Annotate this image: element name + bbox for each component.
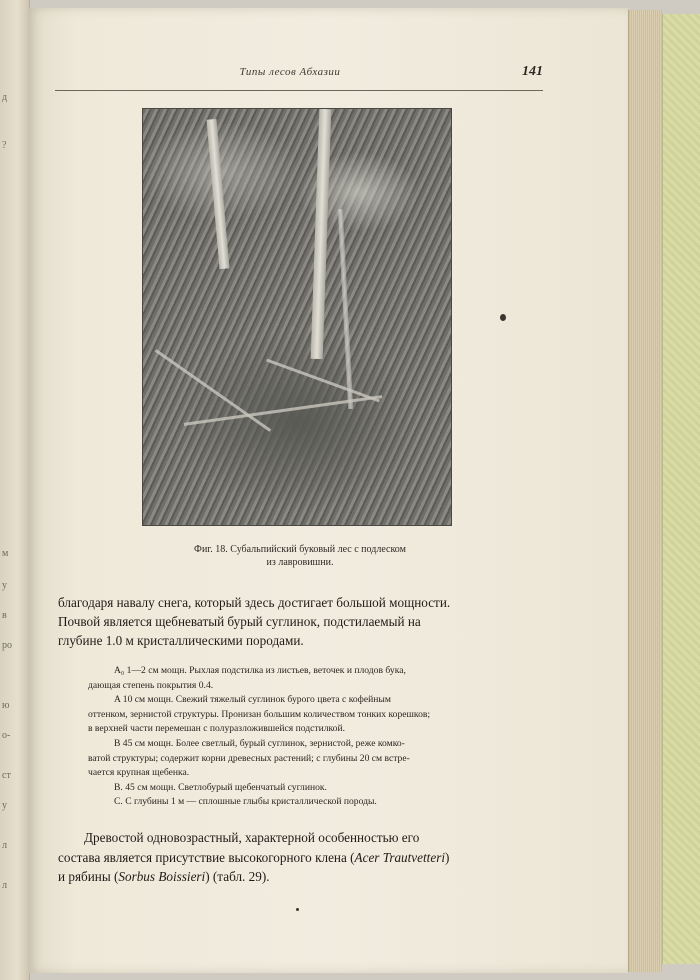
species-name: Sorbus Boissieri bbox=[118, 869, 206, 884]
paper-speck bbox=[296, 908, 299, 911]
left-page-fragment: ю bbox=[2, 700, 10, 711]
text-fragment: состава является присутствие высокогорного клена ( bbox=[58, 849, 355, 865]
text-line: Древостой одновозрастный, характерной особенностью его bbox=[84, 830, 420, 845]
profile-line: C. С глубины 1 м — сплошные глыбы кристаллической породы. bbox=[114, 796, 377, 808]
text-line: благодаря навалу снега, который здесь достигает большой мощности. bbox=[58, 595, 451, 610]
caption-line: из лавровишни. bbox=[266, 557, 334, 568]
page-number: 141 bbox=[522, 64, 543, 79]
profile-line: в верхней части перемешан с полуразложившейся подстилкой. bbox=[88, 723, 345, 735]
left-page-fragment: л bbox=[2, 880, 7, 891]
paragraph-soil bbox=[58, 593, 544, 650]
text-fragment: ) bbox=[445, 849, 450, 865]
text-fragment: ) (табл. 29). bbox=[205, 869, 270, 884]
text-line bbox=[58, 848, 544, 868]
profile-line: ватой структуры; содержит корни древесных растений; с глубины 20 см встре- bbox=[88, 752, 410, 764]
figure-caption bbox=[140, 543, 460, 569]
left-page-fragment: ст bbox=[2, 770, 11, 781]
soil-profile-description bbox=[88, 664, 544, 810]
left-page-fragment: у bbox=[2, 580, 7, 591]
left-page-fragment: л bbox=[2, 840, 7, 851]
book-cover bbox=[662, 14, 700, 964]
species-name: Acer Trautvetteri bbox=[354, 849, 445, 865]
tree-trunk bbox=[206, 119, 229, 269]
left-page-fragment: о- bbox=[2, 730, 11, 741]
previous-page-edge bbox=[0, 0, 30, 980]
profile-line: дающая степень покрытия 0.4. bbox=[88, 679, 214, 691]
profile-line: B 45 см мощн. Более светлый, бурый суглинок, зернистой, реже комко- bbox=[114, 737, 405, 749]
profile-line: A 10 см мощн. Свежий тяжелый суглинок бурого цвета с кофейным bbox=[114, 694, 391, 706]
profile-line: B. 45 см мощн. Светлобурый щебенчатый суглинок. bbox=[114, 781, 327, 793]
left-page-fragment: д bbox=[2, 92, 8, 103]
fallen-branch bbox=[266, 359, 380, 403]
page-block-edge bbox=[628, 10, 662, 972]
left-page-fragment: у bbox=[2, 800, 7, 811]
tree-trunk bbox=[311, 109, 332, 359]
left-page-fragment: в bbox=[2, 610, 7, 621]
left-page-fragment: ? bbox=[2, 140, 7, 151]
running-head: Типы лесов Абхазии bbox=[239, 66, 341, 78]
text-line: Почвой является щебневатый бурый суглинок, подстилаемый на bbox=[58, 614, 421, 629]
left-page-fragment: ро bbox=[2, 640, 12, 651]
profile-line: оттенком, зернистой структуры. Пронизан большим количеством тонких корешков; bbox=[88, 708, 431, 720]
text-line bbox=[58, 867, 544, 887]
text-line: глубине 1.0 м кристаллическими породами. bbox=[58, 633, 304, 648]
forest-photograph bbox=[142, 108, 452, 526]
caption-line: Фиг. 18. Субальпийский буковый лес с подлеском bbox=[194, 544, 406, 555]
left-page-fragment: м bbox=[2, 548, 9, 559]
text-fragment: и рябины ( bbox=[58, 869, 119, 884]
paper-speck bbox=[500, 314, 506, 321]
tree-trunk bbox=[338, 209, 353, 409]
profile-line: A₀ 1—2 см мощн. Рыхлая подстилка из листьев, веточек и плодов бука, bbox=[114, 665, 406, 676]
fallen-branch bbox=[184, 395, 382, 426]
header-rule bbox=[55, 90, 543, 91]
profile-line: чается крупная щебенка. bbox=[88, 767, 190, 779]
paragraph-stand bbox=[58, 828, 544, 887]
